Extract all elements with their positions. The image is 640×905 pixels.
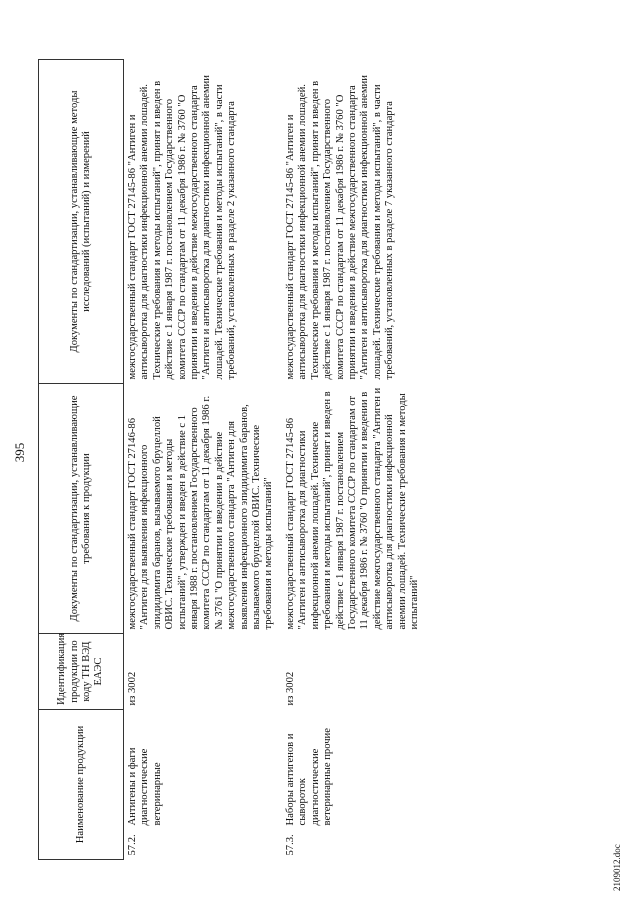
header-standards: Документы по стандартизации, устанавливающие требования к продукции <box>39 384 124 634</box>
product-name-cell <box>282 710 427 860</box>
row-number: 57.2. <box>127 834 138 856</box>
product-name-cell <box>124 710 282 860</box>
page-number: 395 <box>12 442 27 463</box>
table-row <box>124 60 282 860</box>
standards-table <box>38 59 427 860</box>
product-name: Антигены и фаги диагностические ветеринарные <box>127 747 163 826</box>
code-cell: из 3002 <box>127 671 138 706</box>
header-code: Идентификация продукции по коду ТН ВЭД ЕАЭС <box>39 634 124 710</box>
code-cell: из 3002 <box>284 671 296 706</box>
methods-cell: межгосударственный стандарт ГОСТ 27145-86 "Антиген и антисыворотка для диагностики инфекционной анемии лошадей. Технические требования и методы испытаний", принят и введен в действие с 1 января 1987 г. постановлением Государственного комитета СССР по стандартам от 11 декабря 1986 г. № 3760 "О принятии и введении в действие межгосударственного стандарта "Антиген и антисыворотка для диагностики инфекционной анемии лошадей. Технические требования и методы испытаний", в части требований, установленных в разделе 2 указанного стандарта <box>127 75 238 380</box>
header-methods: Документы по стандартизации, устанавливающие методы исследований (испытаний) и измерений <box>39 60 124 384</box>
table-row <box>282 60 427 860</box>
product-name: Наборы антигенов и сывороток диагностические ветеринарные прочие <box>284 728 334 826</box>
methods-cell: межгосударственный стандарт ГОСТ 27145-86 "Антиген и антисыворотка для диагностики инфекционной анемии лошадей. Технические требования и методы испытаний", принят и введен в действие с 1 января 1987 г. постановлением Государственного комитета СССР по стандартам от 11 декабря 1986 г. № 3760 "О принятии и введении в действие межгосударственного стандарта "Антиген и антисыворотка для диагностики инфекционной анемии лошадей. Технические требования и методы испытаний", в части требований, установленных в разделе 7 указанного стандарта <box>284 75 396 380</box>
standards-cell: межгосударственный стандарт ГОСТ 27145-86 "Антиген и антисыворотка для диагностики инфекционной анемии лошадей. Технические требования и методы испытаний", принят и введен в действие с 1 января 1987 г. постановлением Государственного комитета СССР по стандартам от 11 декабря 1986 г. № 3760 "О принятии и введении в действие межгосударственного стандарта "Антиген и антисыворотка для диагностики инфекционной анемии лошадей. Технические требования и методы испытаний" <box>284 387 420 630</box>
header-name: Наименование продукции <box>39 710 124 860</box>
table-header <box>39 60 124 860</box>
document-file-code: 2109012.doc <box>612 844 622 891</box>
standards-cell: межгосударственный стандарт ГОСТ 27146-86 "Антиген для выявления инфекционного эпидидимита баранов, вызываемого бруцеллой ОВИС. Технические требования и методы испытаний", утвержден и введен в действие с 1 января 1988 г. постановлением Государственного комитета СССР по стандартам от 11 декабря 1986 г. № 3761 "О принятии и введении в действие межгосударственного стандарта "Антиген для выявления инфекционного эпидидимита баранов, вызываемого бруцеллой ОВИС. Технические требования и методы испытаний" <box>127 395 275 630</box>
row-number: 57.3. <box>284 834 296 856</box>
